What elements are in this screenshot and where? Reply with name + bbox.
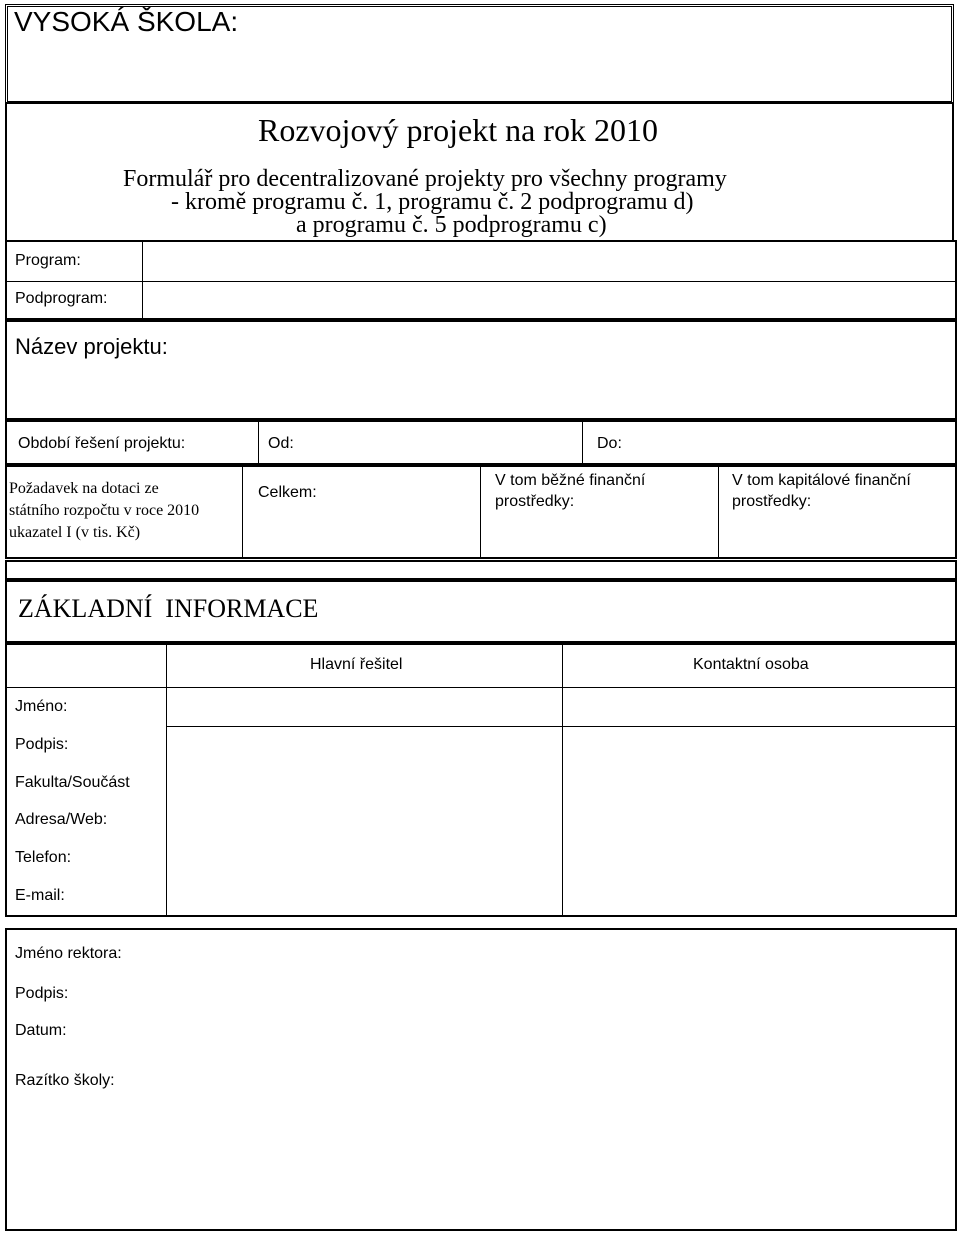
subsidy-total-field[interactable] (246, 512, 476, 556)
subsidy-request-line-3: ukazatel I (v tis. Kč) (9, 524, 141, 541)
subprogram-field[interactable] (146, 284, 952, 318)
subsidy-current-line-1: V tom běžné finanční (495, 472, 646, 489)
row-label-email: E-mail: (15, 887, 65, 904)
program-divider (5, 281, 957, 282)
project-name-label: Název projektu: (15, 334, 168, 359)
subsidy-current-line-2: prostředky: (495, 493, 575, 510)
school-label: VYSOKÁ ŠKOLA: (14, 6, 239, 37)
col-header-contact-person: Kontaktní osoba (693, 656, 809, 673)
col-header-main-researcher: Hlavní řešitel (310, 656, 403, 673)
period-to-field[interactable] (630, 424, 952, 462)
basic-info-col-divider-2 (562, 643, 563, 917)
row-label-name: Jméno: (15, 698, 68, 715)
basic-info-heading: ZÁKLADNÍ INFORMACE (18, 594, 319, 623)
period-divider-2 (582, 420, 583, 465)
subsidy-request-line-1: Požadavek na dotaci ze (9, 480, 159, 497)
program-field[interactable] (146, 243, 952, 279)
spacer-bar (5, 560, 957, 580)
period-from-label: Od: (268, 435, 294, 452)
subsidy-current-field[interactable] (484, 518, 714, 556)
rector-name-field[interactable] (150, 938, 950, 974)
row-label-signature: Podpis: (15, 736, 69, 753)
rector-date-field[interactable] (150, 1014, 950, 1050)
basic-info-col-divider-1 (166, 643, 167, 917)
period-label: Období řešení projektu: (18, 435, 186, 452)
rector-name-label: Jméno rektora: (15, 945, 122, 962)
rector-signature-field[interactable] (150, 976, 950, 1012)
period-to-label: Do: (597, 435, 622, 452)
subsidy-capital-field[interactable] (722, 518, 952, 556)
form-subtitle-line-3: a programu č. 5 podprogramu c) (296, 212, 607, 238)
basic-info-header-divider (5, 687, 957, 688)
subsidy-total-label: Celkem: (258, 484, 317, 501)
program-label-divider (142, 240, 143, 320)
form-title: Rozvojový projekt na rok 2010 (258, 112, 658, 148)
form-subtitle-line-2: - kromě programu č. 1, programu č. 2 podprogramu d) (171, 189, 694, 215)
rector-signature-label: Podpis: (15, 985, 69, 1002)
subsidy-request-line-2: státního rozpočtu v roce 2010 (9, 502, 200, 519)
subsidy-capital-line-2: prostředky: (732, 493, 812, 510)
row-label-address: Adresa/Web: (15, 811, 108, 828)
row-label-phone: Telefon: (15, 849, 72, 866)
subsidy-divider-2 (480, 465, 481, 559)
period-divider-1 (258, 420, 259, 465)
form-subtitle-line-1: Formulář pro decentralizované projekty pro všechny programy (123, 166, 727, 192)
program-label: Program: (15, 252, 81, 269)
subsidy-capital-line-1: V tom kapitálové finanční (732, 472, 911, 489)
school-stamp-label: Razítko školy: (15, 1072, 115, 1089)
subsidy-divider-1 (242, 465, 243, 559)
school-field[interactable] (270, 8, 950, 98)
rector-date-label: Datum: (15, 1022, 67, 1039)
project-name-field[interactable] (10, 366, 952, 416)
main-researcher-details-field[interactable] (170, 730, 558, 914)
subprogram-label: Podprogram: (15, 290, 108, 307)
subsidy-divider-3 (718, 465, 719, 559)
contact-person-name-field[interactable] (566, 690, 952, 724)
basic-info-row-divider-1 (166, 726, 957, 727)
contact-person-details-field[interactable] (566, 730, 952, 914)
row-label-faculty: Fakulta/Součást (15, 774, 130, 791)
period-from-field[interactable] (305, 424, 577, 462)
main-researcher-name-field[interactable] (170, 690, 558, 724)
school-stamp-field[interactable] (150, 1060, 950, 1220)
